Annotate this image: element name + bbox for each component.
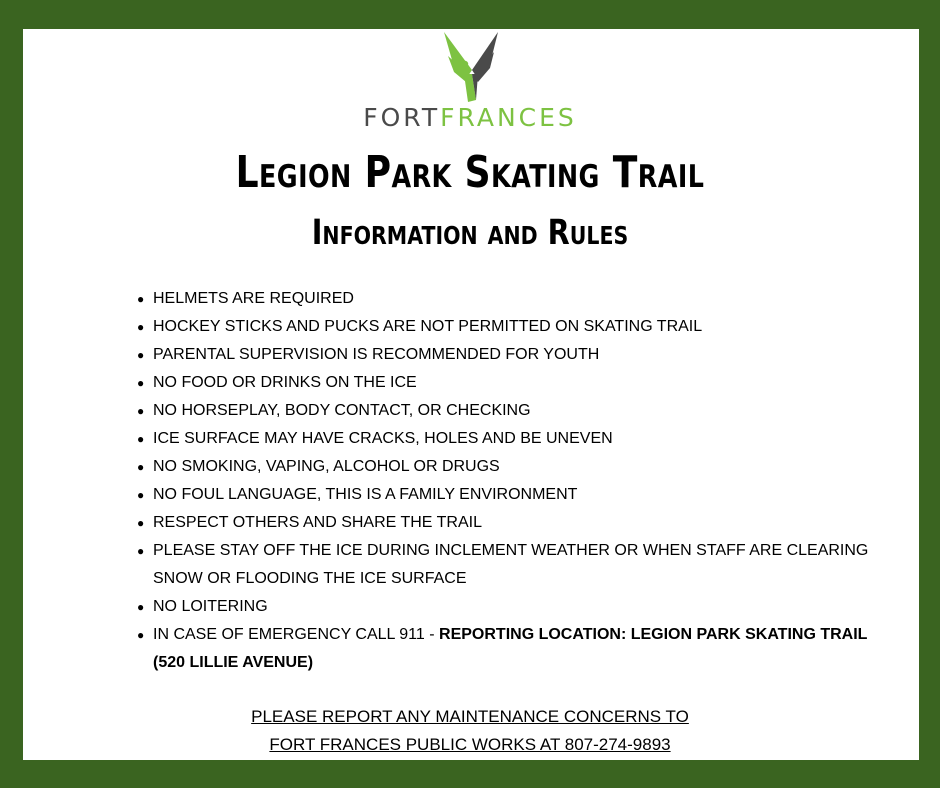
brand-wordmark	[0, 103, 940, 133]
rule-item	[134, 369, 894, 397]
bullet-icon: ●	[137, 600, 145, 614]
rule-item	[134, 285, 894, 313]
rule-text: PLEASE STAY OFF THE ICE DURING INCLEMENT WEATHER OR WHEN STAFF ARE CLEARING SNOW OR FLOODING THE ICE SURFACE	[153, 542, 869, 587]
bullet-icon: ●	[137, 460, 145, 474]
rule-text: PARENTAL SUPERVISION IS RECOMMENDED FOR YOUTH	[153, 346, 600, 363]
bullet-icon: ●	[137, 516, 145, 530]
page-title: Legion Park Skating Trail	[235, 147, 705, 198]
rule-text: NO HORSEPLAY, BODY CONTACT, OR CHECKING	[153, 402, 531, 419]
bullet-icon: ●	[137, 488, 145, 502]
rules-list	[134, 285, 894, 677]
rule-text: RESPECT OTHERS AND SHARE THE TRAIL	[153, 514, 482, 531]
rule-text: NO SMOKING, VAPING, ALCOHOL OR DRUGS	[153, 458, 500, 475]
bullet-icon: ●	[137, 628, 145, 642]
page-subtitle: Information and Rules	[311, 213, 629, 253]
bullet-icon: ●	[137, 376, 145, 390]
rule-item	[134, 313, 894, 341]
rule-item-emergency	[134, 621, 894, 677]
rule-item	[134, 537, 894, 593]
bullet-icon: ●	[137, 544, 145, 558]
rule-text: NO LOITERING	[153, 598, 268, 615]
rule-text: HELMETS ARE REQUIRED	[153, 290, 354, 307]
rule-item	[134, 453, 894, 481]
maintenance-line-2: FORT FRANCES PUBLIC WORKS AT 807-274-9893	[269, 735, 671, 754]
maintenance-notice	[0, 703, 940, 759]
brand-part-fort: FORT	[363, 103, 441, 132]
rule-item	[134, 593, 894, 621]
rule-item	[134, 397, 894, 425]
rule-item	[134, 509, 894, 537]
emergency-location: REPORTING LOCATION: LEGION PARK SKATING TRAIL (520 LILLIE AVENUE)	[153, 626, 868, 671]
rule-text: HOCKEY STICKS AND PUCKS ARE NOT PERMITTED ON SKATING TRAIL	[153, 318, 703, 335]
bullet-icon: ●	[137, 432, 145, 446]
rule-item	[134, 481, 894, 509]
bullet-icon: ●	[137, 404, 145, 418]
brand-part-frances: FRANCES	[440, 103, 577, 132]
bullet-icon: ●	[137, 320, 145, 334]
bullet-icon: ●	[137, 292, 145, 306]
rule-text: NO FOOD OR DRINKS ON THE ICE	[153, 374, 417, 391]
maintenance-line-1: PLEASE REPORT ANY MAINTENANCE CONCERNS TO	[251, 707, 689, 726]
rule-text: IN CASE OF EMERGENCY CALL 911 -	[153, 626, 440, 643]
rule-item	[134, 425, 894, 453]
rule-item	[134, 341, 894, 369]
rule-text: NO FOUL LANGUAGE, THIS IS A FAMILY ENVIRONMENT	[153, 486, 578, 503]
fort-frances-bird-logo-icon	[442, 30, 500, 102]
rule-text: ICE SURFACE MAY HAVE CRACKS, HOLES AND BE UNEVEN	[153, 430, 613, 447]
bullet-icon: ●	[137, 348, 145, 362]
